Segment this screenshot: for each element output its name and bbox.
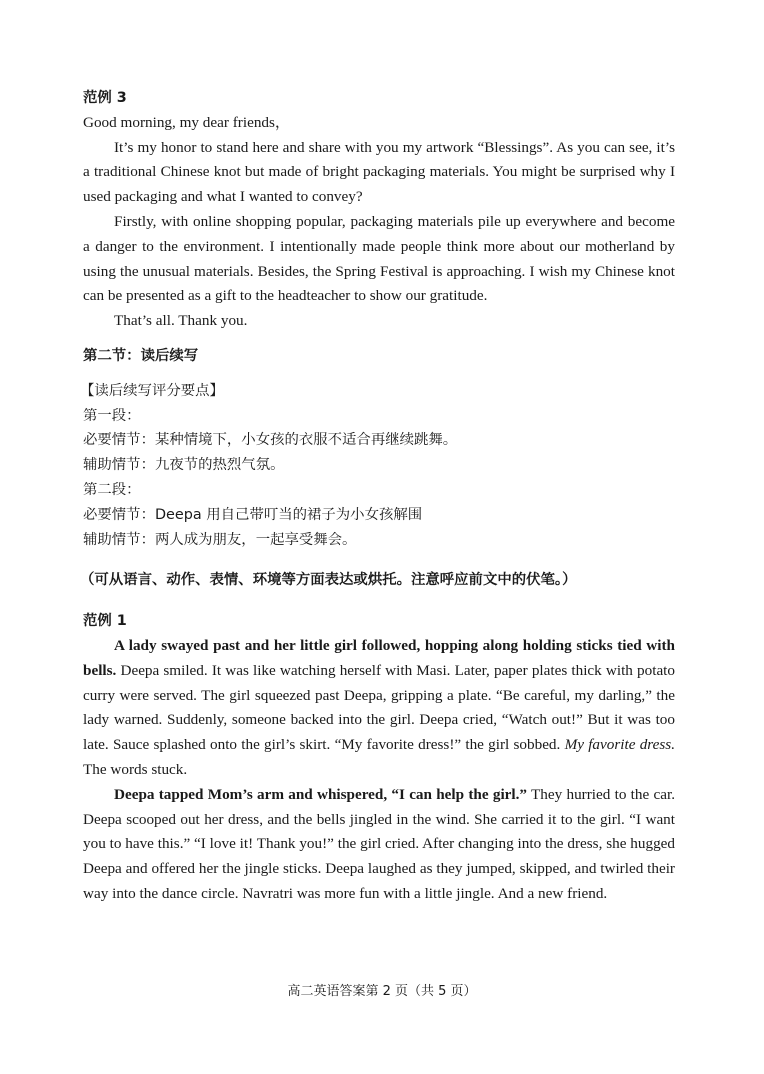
writing-note: （可从语言、动作、表情、环境等方面表达或烘托。注意呼应前文中的伏笔。）: [80, 572, 577, 589]
sample-1-paragraph-1-end: The words stuck.: [83, 760, 188, 778]
answer-page: [80, 86, 675, 907]
paragraph-1-essential-plot: 必要情节：某种情境下，小女孩的衣服不适合再继续跳舞。: [83, 432, 458, 449]
section-2-heading: 第二节：读后续写: [83, 347, 199, 364]
sample-3-paragraph-3: That’s all. Thank you.: [114, 312, 248, 330]
greeting: Good morning, my dear friends，: [83, 113, 291, 131]
sample-1-paragraph-1-lead: A lady swayed past and her little girl followed, hopping along holding sticks tied with bells.: [83, 636, 675, 679]
sample-1-paragraph-2-lead: Deepa tapped Mom’s arm and whispered, “I can help the girl.”: [114, 785, 528, 803]
sample-1-paragraph-1: [83, 634, 675, 783]
rubric-title: 【读后续写评分要点】: [80, 382, 224, 399]
sample-1-paragraph-1-italic: My favorite dress.: [564, 736, 675, 754]
paragraph-2-label: 第二段：: [83, 481, 141, 498]
sample-1-heading: 范例 1: [83, 613, 127, 630]
sample-3-heading-text: 范例 3: [83, 90, 127, 106]
paragraph-1-auxiliary-plot: 辅助情节：九夜节的热烈气氛。: [83, 457, 285, 474]
sample-3-heading: [83, 86, 675, 111]
paragraph-2-essential-plot: 必要情节：Deepa 用自己带叮当的裙子为小女孩解围: [83, 506, 423, 523]
sample-1-paragraph-1-body: Deepa smiled. It was like watching herself with Masi. Later, paper plates thick with potato curry were served. The girl squeezed past Deepa, gripping a plate. “Be careful, my darling,” the lady warned. Suddenly, someone backed into the girl. Deepa cried, “Watch out!” But it was too late. Sauce splashed onto the girl’s skirt. “My favorite dress!” the girl sobbed.: [83, 661, 675, 754]
sample-1-paragraph-2: [83, 783, 675, 907]
sample-3-paragraph-2: Firstly, with online shopping popular, packaging materials pile up everywhere and become a danger to the environment. I intentionally made people think more about our motherland by using the unusual materials. Besides, the Spring Festival is approaching. I wish my Chinese knot can be presented as a gift to the headteacher to show our gratitude.: [83, 212, 675, 305]
sample-3-paragraph-1: It’s my honor to stand here and share with you my artwork “Blessings”. As you can see, it’s a traditional Chinese knot but made of bright packaging materials. You might be surprised why I used packaging and what I wanted to convey?: [83, 138, 675, 206]
paragraph-2-auxiliary-plot: 辅助情节：两人成为朋友，一起享受舞会。: [83, 531, 357, 548]
sample-1-paragraph-2-body: They hurried to the car. Deepa scooped out her dress, and the bells jingled in the wind. She carried it to the girl. “I want you to have this.” “I love it! Thank you!” the girl cried. After changing into the dress, she hugged Deepa and offered her the jingle sticks. Deepa laughed as they jumped, skipped, and twirled their way into the dance circle. Navratri was more fun with a little jingle. And a new friend.: [83, 785, 675, 902]
page-footer: 高二英语答案第 2 页（共 5 页）: [287, 984, 477, 999]
paragraph-1-label: 第一段：: [83, 407, 141, 424]
